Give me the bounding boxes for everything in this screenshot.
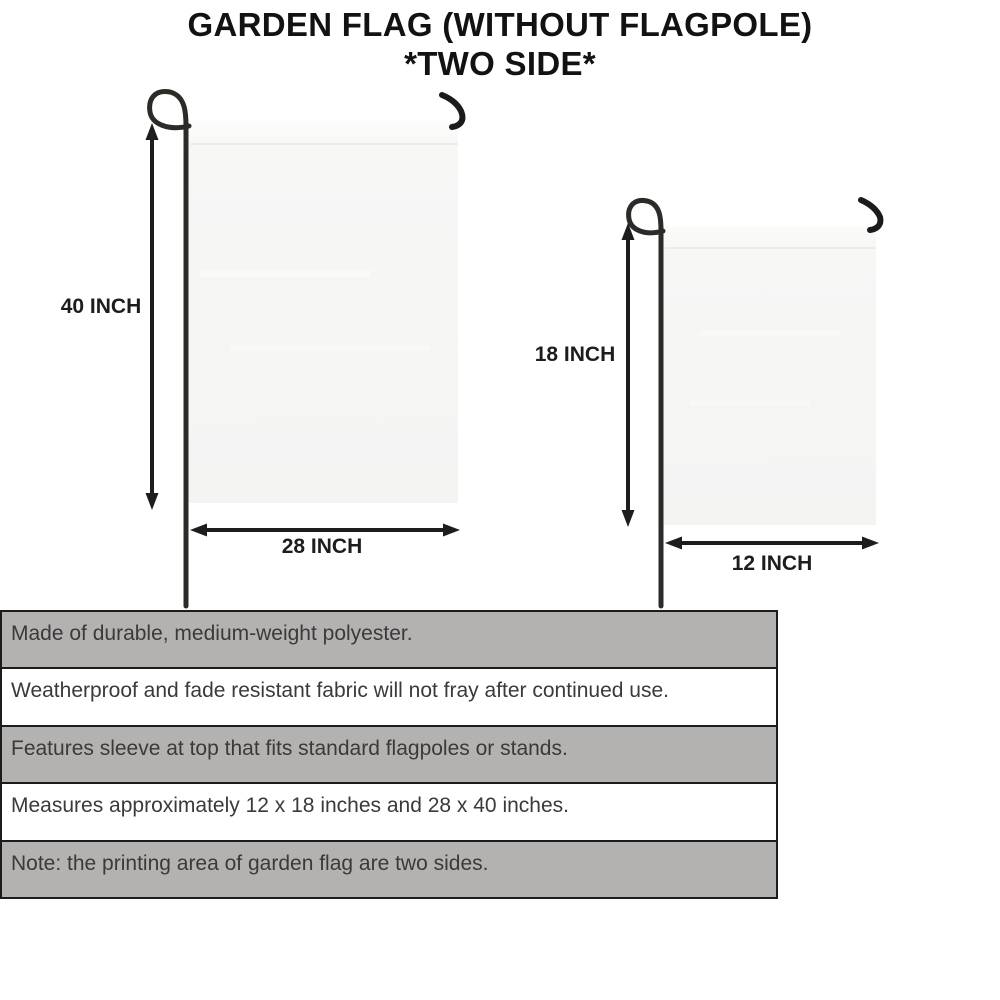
large-flag-panel bbox=[188, 121, 458, 503]
feature-table bbox=[0, 610, 778, 899]
feature-row-note bbox=[2, 842, 776, 897]
feature-text: Made of durable, medium-weight polyester. bbox=[11, 622, 413, 645]
feature-row-measurements bbox=[2, 784, 776, 841]
large-height-label: 40 INCH bbox=[60, 295, 142, 318]
small-height-arrow-icon bbox=[622, 223, 635, 527]
feature-row-material bbox=[2, 612, 776, 669]
large-flag-group bbox=[146, 92, 463, 606]
large-flag-wrinkle bbox=[200, 270, 370, 277]
small-flag-group bbox=[622, 200, 881, 606]
large-height-arrow-icon bbox=[146, 123, 159, 510]
feature-row-sleeve bbox=[2, 727, 776, 784]
small-flag-wrinkle bbox=[700, 330, 840, 336]
feature-text: Features sleeve at top that fits standard flagpoles or stands. bbox=[11, 736, 568, 760]
feature-text: Weatherproof and fade resistant fabric will not fray after continued use. bbox=[11, 679, 669, 703]
small-height-label: 18 INCH bbox=[534, 343, 616, 366]
large-flag-wrinkle bbox=[230, 345, 430, 351]
large-width-label: 28 INCH bbox=[281, 535, 363, 558]
title-line-1: GARDEN FLAG (WITHOUT FLAGPOLE) bbox=[187, 6, 813, 43]
small-width-arrow-icon bbox=[665, 537, 879, 550]
small-flag-wrinkle bbox=[690, 400, 810, 406]
title-line-2: *TWO SIDE* bbox=[404, 45, 596, 82]
small-flag-panel bbox=[663, 226, 876, 525]
feature-row-weatherproof bbox=[2, 669, 776, 726]
feature-text: Note: the printing area of garden flag are two sides. bbox=[11, 851, 489, 875]
small-flag-hook-icon bbox=[861, 200, 880, 230]
large-flagpole bbox=[150, 92, 189, 606]
small-width-label: 12 INCH bbox=[731, 552, 813, 575]
small-flagpole bbox=[629, 200, 663, 606]
feature-text: Measures approximately 12 x 18 inches and 28 x 40 inches. bbox=[11, 794, 569, 818]
